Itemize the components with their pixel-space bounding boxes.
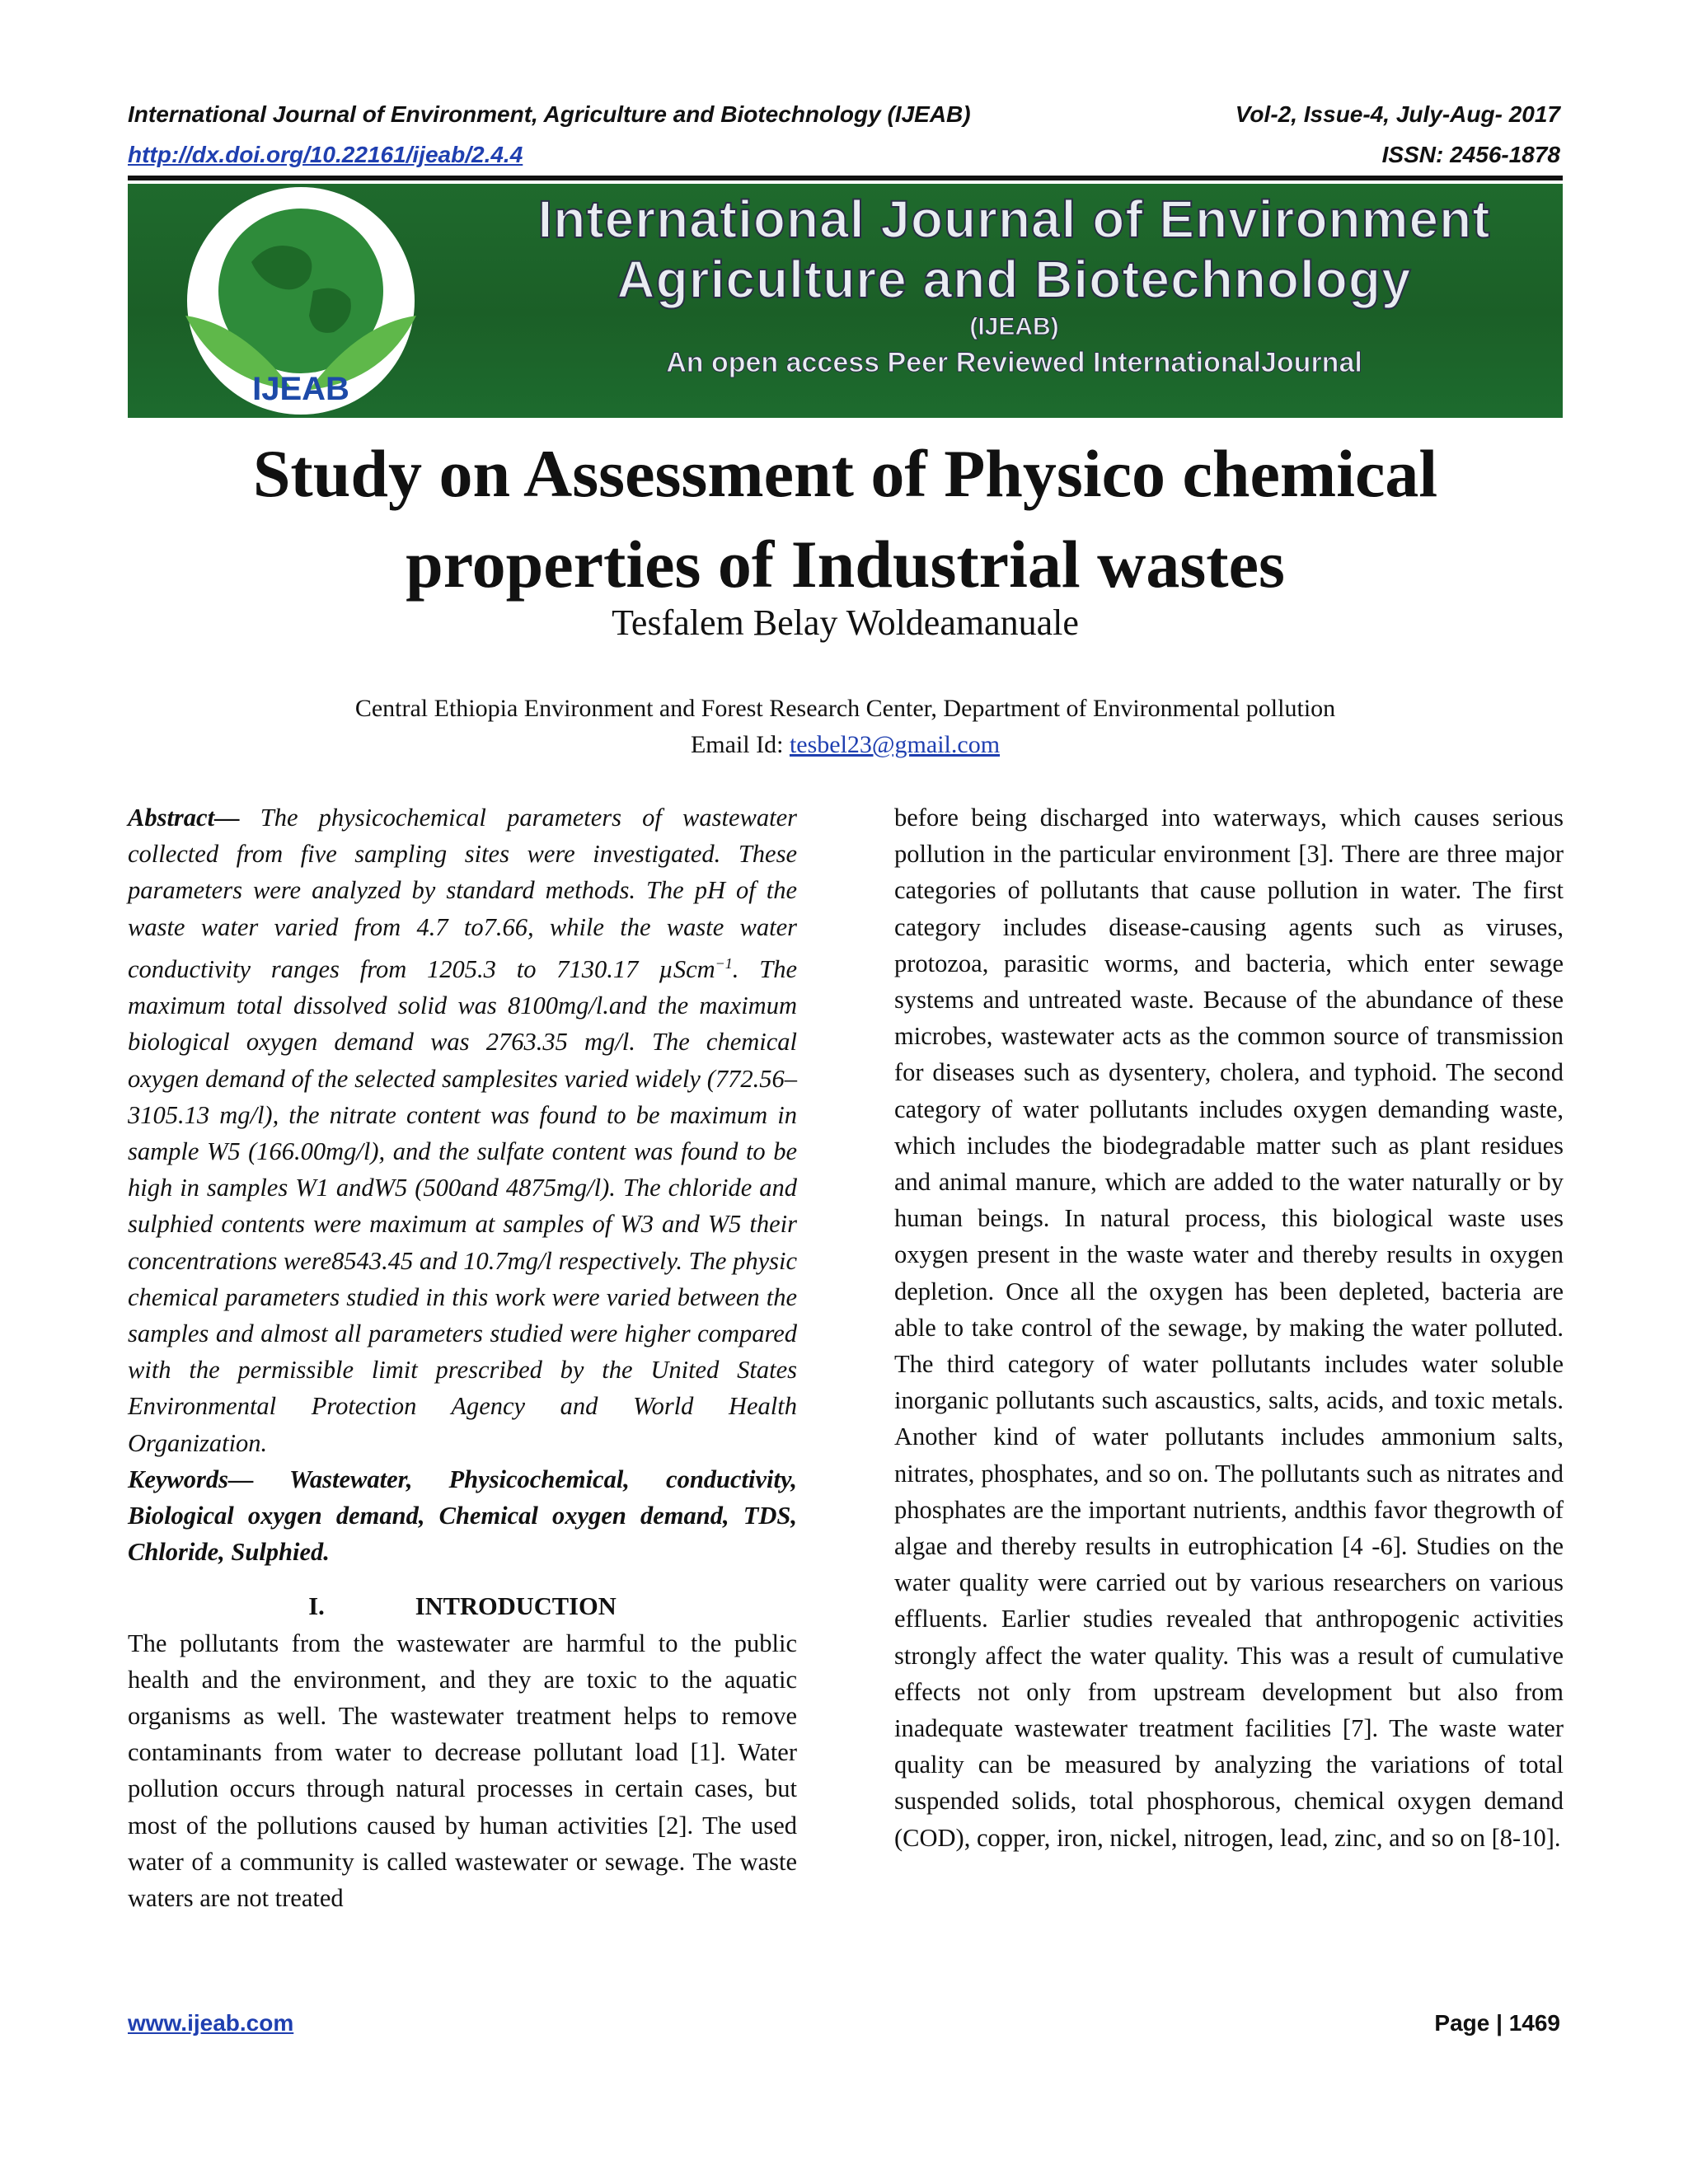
doi-link[interactable]: http://dx.doi.org/10.22161/ijeab/2.4.4 <box>128 142 523 167</box>
intro-paragraph-right: before being discharged into waterways, which causes serious pollution in the particular environment [3]. There are three major categories of pollutants that cause pollution in water. The first category includes disease-causing agents such as viruses, protozoa, parasitic worms, and bacteria, which enter sewage systems and untreated waste. Because of the abundance of these microbes, wastewater acts as the common source of transmission for diseases such as dysentery, cholera, and typhoid. The second category of water pollutants includes oxygen demanding waste, which includes the biodegradable matter such as plant residues and animal manure, which are added to the water naturally or by human beings. In natural process, this biological waste uses oxygen present in the waste water and thereby results in oxygen depletion. Once all the oxygen has been depleted, bacteria are able to take control of the sewage, by making the water polluted. The third category of water pollutants includes water soluble inorganic pollutants such ascaustics, salts, acids, and toxic metals. Another kind of water pollutants includes ammonium salts, nitrates, phosphates, and so on. The pollutants such as nitrates and phosphates are the important nutrients, andthis favor thegrowth of algae and thereby results in eutrophication [4 -6]. Studies on the water quality were carried out by various researchers on various effluents. Earlier studies revealed that anthropogenic activities strongly affect the water quality. This was a result of cumulative effects not only from upstream development but also from inadequate wastewater treatment facilities [7]. The waste water quality can be measured by analyzing the variations of total suspended solids, total phosphorous, chemical oxygen demand (COD), copper, iron, nickel, nitrogen, lead, zinc, and so on [8-10]. <box>894 804 1564 1852</box>
logo-wordmark: IJEAB <box>252 371 349 407</box>
volume-issue: Vol-2, Issue-4, July-Aug- 2017 <box>1235 101 1560 127</box>
title-line2: properties of Industrial wastes <box>406 527 1285 602</box>
abstract-label: Abstract— <box>128 804 240 832</box>
header-rule <box>128 176 1563 180</box>
section-title: INTRODUCTION <box>415 1592 617 1621</box>
intro-paragraph-left: The pollutants from the wastewater are harmful to the public health and the environment, and they are toxic to the aquatic organisms as well. The wastewater treatment helps to remove contaminants from water to decrease pollutant load [1]. Water pollution occurs through natural processes in certain cases, but most of the pollutions caused by human activities [2]. The used water of a community is called wastewater or sewage. The waste waters are not treated <box>128 1629 797 1913</box>
banner-title <box>482 189 1546 380</box>
email-link[interactable]: tesbel23@gmail.com <box>789 731 1001 758</box>
abstract <box>128 799 797 1461</box>
email-label: Email Id: <box>690 731 790 758</box>
running-header-line1 <box>128 100 1560 129</box>
section-heading-introduction <box>128 1588 797 1624</box>
keywords-text: Wastewater, Physicochemical, conductivity, Biological oxygen demand, Chemical oxygen demand, TDS, Chloride, Sulphied. <box>128 1465 797 1567</box>
abstract-text-1: The physicochemical parameters of wastewater collected from five sampling sites were investigated. These parameters were analyzed by standard methods. The pH of the waste water varied from 4.7 to7.66, while the waste water conductivity ranges from 1205.3 to 7130.17 µScm <box>128 804 797 983</box>
keywords <box>128 1461 797 1571</box>
running-header-line2 <box>128 140 1560 170</box>
journal-name: International Journal of Environment, Agriculture and Biotechnology (IJEAB) <box>128 101 971 127</box>
section-number: I. <box>308 1592 325 1621</box>
keywords-label: Keywords— <box>128 1465 254 1493</box>
abstract-sup: −1 <box>715 954 733 972</box>
email-line <box>128 727 1563 763</box>
journal-banner <box>128 184 1563 418</box>
banner-line1: International Journal of Environment <box>537 190 1491 249</box>
author: Tesfalem Belay Woldeamanuale <box>612 602 1079 643</box>
page-footer <box>128 2007 1560 2040</box>
affiliation-block <box>128 691 1563 763</box>
abstract-text-2: . The maximum total dissolved solid was 8100mg/l.and the maximum biological oxygen demand was 2763.35 mg/l. The chemical oxygen demand of the selected samplesites varied widely (772.56–3105.13 mg/l), the nitrate content was found to be maximum in sample W5 (166.00mg/l), and the sulfate content was found to be high in samples W1 andW5 (500and 4875mg/l). The chloride and sulphied contents were maximum at samples of W3 and W5 their concentrations were8543.45 and 10.7mg/l respectively. The physic chemical parameters studied in this work were varied between the samples and almost all parameters studied were higher compared with the permissible limit prescribed by the United States Environmental Protection Agency and World Health Organization. <box>128 954 797 1457</box>
right-column <box>894 799 1564 1856</box>
page-number: Page | 1469 <box>1434 2010 1560 2036</box>
issn: ISSN: 2456-1878 <box>1381 142 1560 167</box>
banner-line2: Agriculture and Biotechnology <box>617 250 1412 309</box>
left-column <box>128 799 797 1916</box>
affiliation: Central Ethiopia Environment and Forest Research Center, Department of Environmental pollution <box>354 695 1336 722</box>
banner-line3: (IJEAB) <box>969 313 1059 340</box>
banner-line4: An open access Peer Reviewed InternationalJournal <box>666 347 1362 378</box>
footer-site-link[interactable]: www.ijeab.com <box>128 2010 294 2036</box>
title-line1: Study on Assessment of Physico chemical <box>252 436 1438 511</box>
paper-title <box>128 429 1563 610</box>
journal-logo <box>128 184 474 418</box>
